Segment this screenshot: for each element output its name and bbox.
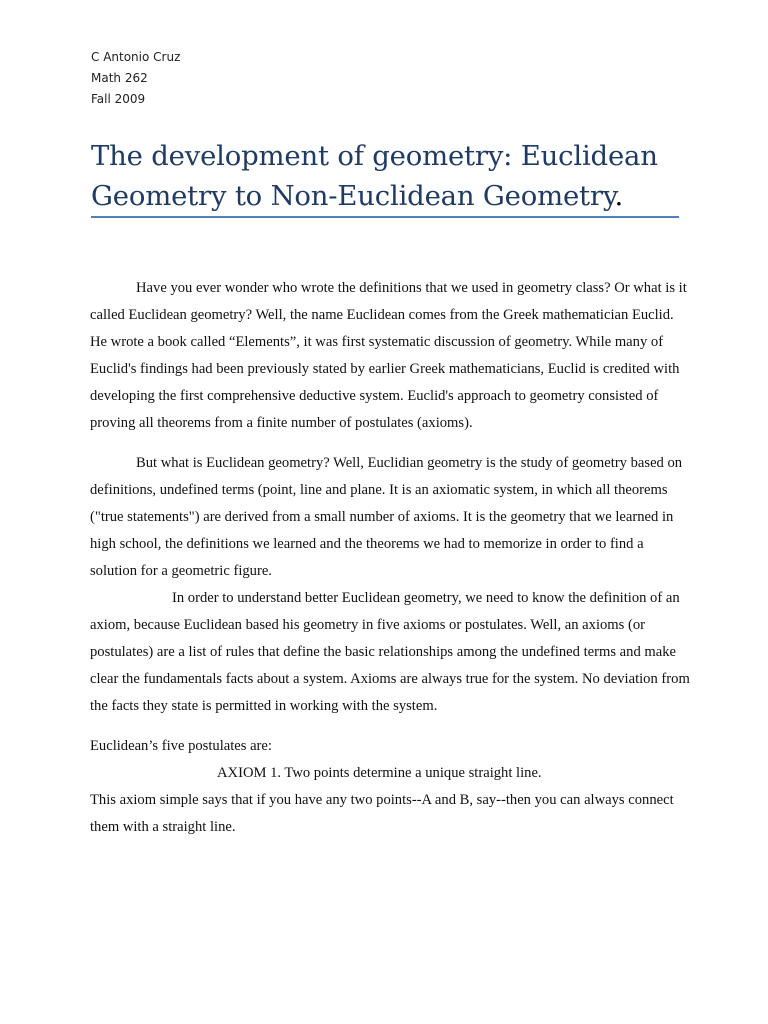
author-name: C Antonio Cruz — [91, 50, 181, 64]
paragraph-axiom-definition: In order to understand better Euclidean geometry, we need to know the definition of an axiom, because Euclidean based his geometry in five axioms or postulates. Well, an axioms (or postulates) are a list of rules that define the basic relationships among the undefined terms and make clear the fundamentals facts about a system. Axioms are always true for the system. No deviation from the facts they state is permitted in working with the system. — [90, 590, 690, 714]
axiom-1-explanation: This axiom simple says that if you have any two points--A and B, say--then you can always connect them with a straight line. — [90, 792, 674, 835]
document-title — [91, 136, 691, 216]
title-text: The development of geometry: Euclidean Geometry to Non-Euclidean Geometry — [91, 140, 658, 212]
axiom-1: AXIOM 1. Two points determine a unique straight line. — [217, 765, 542, 781]
course-name: Math 262 — [91, 71, 148, 85]
paragraph-intro: Have you ever wonder who wrote the definitions that we used in geometry class? Or what is it called Euclidean geometry? Well, the name Euclidean comes from the Greek mathematician Euclid. He wrote a book called “Elements”, it was first systematic discussion of geometry. While many of Euclid's findings had been previously stated by earlier Greek mathematicians, Euclid is credited with developing the first comprehensive deductive system. Euclid's approach to geometry consisted of proving all theorems from a finite number of postulates (axioms). — [90, 280, 687, 431]
term: Fall 2009 — [91, 92, 146, 106]
title-end-punctuation: . — [614, 180, 624, 212]
title-underline-divider — [91, 216, 679, 218]
paragraph-euclidean-definition: But what is Euclidean geometry? Well, Euclidian geometry is the study of geometry based on definitions, undefined terms (point, line and plane. It is an axiomatic system, in which all theorems ("true statements") are derived from a small number of axioms. It is the geometry that we learned in high school, the definitions we learned and the theorems we had to memorize in order to find a solution for a geometric figure. — [90, 455, 683, 579]
document-header — [91, 47, 180, 110]
document-body — [90, 275, 690, 841]
postulates-intro: Euclidean’s five postulates are: — [90, 738, 272, 754]
